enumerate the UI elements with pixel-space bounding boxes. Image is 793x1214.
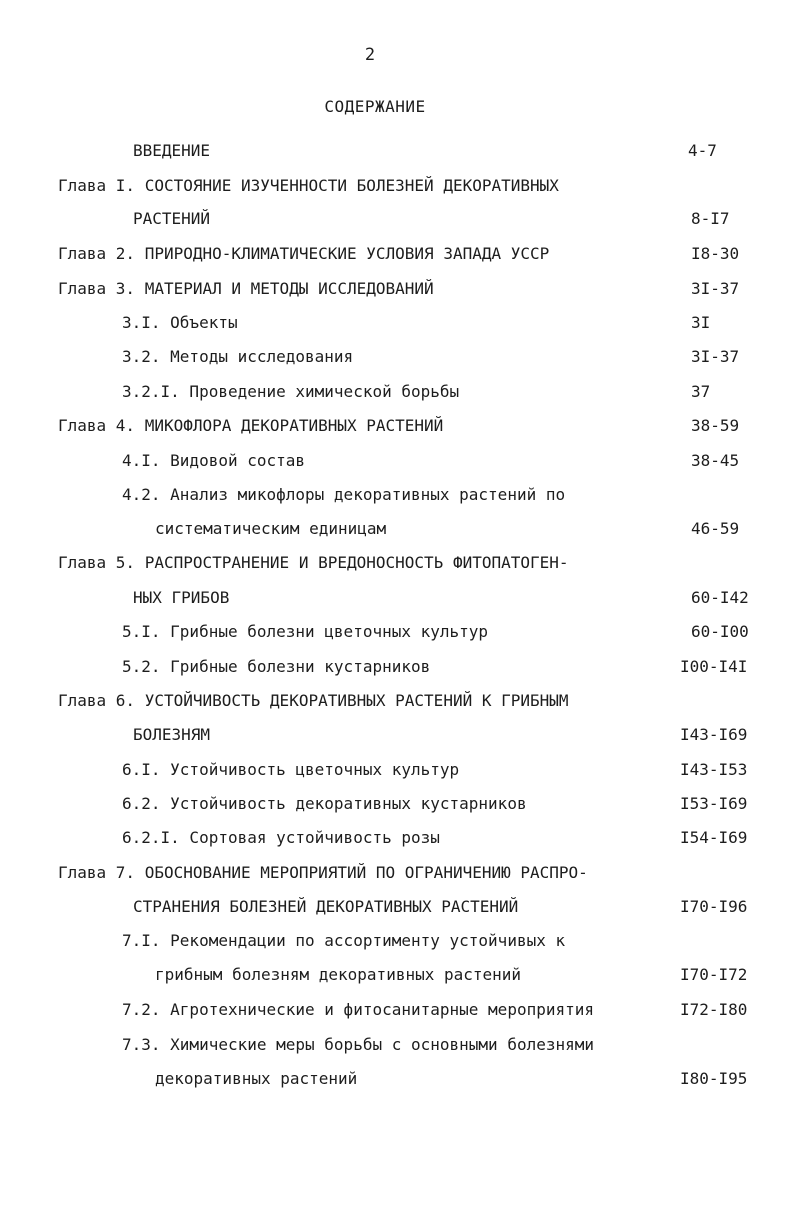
toc-entry-chapter-1	[0, 174, 793, 198]
toc-entry-text: 5.2. Грибные болезни кустарников	[122, 657, 431, 676]
toc-entry-chapter-1-cont	[0, 207, 793, 231]
toc-entry-section-6-2-1	[0, 826, 793, 850]
toc-entry-chapter-5	[0, 551, 793, 575]
toc-entry-text: Глава 5. РАСПРОСТРАНЕНИЕ И ВРЕДОНОСНОСТЬ ФИТОПАТОГЕН-	[58, 553, 569, 572]
toc-entry-chapter-2	[0, 242, 793, 266]
toc-entry-text: 6.2. Устойчивость декоративных кустарников	[122, 794, 527, 813]
toc-entry-section-6-1	[0, 758, 793, 782]
toc-entry-section-7-1	[0, 929, 793, 953]
toc-title: СОДЕРЖАНИЕ	[324, 97, 426, 116]
toc-entry-pages: 4-7	[688, 141, 717, 160]
toc-entry-section-7-1-cont	[0, 963, 793, 987]
toc-entry-pages: I43-I69	[680, 725, 748, 744]
toc-entry-text: Глава 4. МИКОФЛОРА ДЕКОРАТИВНЫХ РАСТЕНИЙ	[58, 416, 444, 435]
page-number: 2	[364, 45, 376, 65]
toc-entry-text: 7.3. Химические меры борьбы с основными болезнями	[122, 1035, 595, 1054]
toc-entry-text: декоративных растений	[155, 1069, 358, 1088]
toc-entry-text: 7.I. Рекомендации по ассортименту устойчивых к	[122, 931, 566, 950]
toc-entry-text: 3.2. Методы исследования	[122, 347, 354, 366]
toc-entry-pages: I80-I95	[680, 1069, 748, 1088]
toc-entry-section-5-2	[0, 655, 793, 679]
toc-entry-chapter-6	[0, 689, 793, 713]
toc-entry-section-4-1	[0, 449, 793, 473]
toc-entry-text: систематическим единицам	[155, 519, 387, 538]
toc-entry-text: БОЛЕЗНЯМ	[133, 725, 211, 744]
toc-entry-section-5-1	[0, 620, 793, 644]
toc-entry-chapter-7-cont	[0, 895, 793, 919]
toc-entry-pages: I72-I80	[680, 1000, 748, 1019]
toc-entry-chapter-7	[0, 861, 793, 885]
toc-entry-text: РАСТЕНИЙ	[133, 209, 211, 228]
toc-entry-pages: 38-59	[691, 416, 740, 435]
toc-entry-introduction	[0, 139, 793, 163]
toc-entry-pages: 3I-37	[691, 279, 740, 298]
toc-entry-text: Глава 2. ПРИРОДНО-КЛИМАТИЧЕСКИЕ УСЛОВИЯ ЗАПАДА УССР	[58, 244, 550, 263]
toc-entry-section-3-1	[0, 311, 793, 335]
toc-entry-section-4-2-cont	[0, 517, 793, 541]
toc-entry-chapter-5-cont	[0, 586, 793, 610]
toc-entry-text: Глава 6. УСТОЙЧИВОСТЬ ДЕКОРАТИВНЫХ РАСТЕНИЙ К ГРИБНЫМ	[58, 691, 569, 710]
toc-entry-pages: 60-I00	[691, 622, 749, 641]
toc-entry-section-4-2	[0, 483, 793, 507]
toc-entry-pages: I70-I96	[680, 897, 748, 916]
toc-entry-section-7-3-cont	[0, 1067, 793, 1091]
toc-entry-pages: 60-I42	[691, 588, 749, 607]
toc-entry-text: ВВЕДЕНИЕ	[133, 141, 211, 160]
toc-entry-pages: I53-I69	[680, 794, 748, 813]
toc-entry-chapter-6-cont	[0, 723, 793, 747]
toc-entry-pages: 3I-37	[691, 347, 740, 366]
toc-entry-pages: I43-I53	[680, 760, 748, 779]
toc-entry-pages: 46-59	[691, 519, 740, 538]
toc-entry-pages: I8-30	[691, 244, 740, 263]
toc-entry-pages: 37	[691, 382, 711, 401]
toc-entry-text: Глава 7. ОБОСНОВАНИЕ МЕРОПРИЯТИЙ ПО ОГРАНИЧЕНИЮ РАСПРО-	[58, 863, 588, 882]
toc-entry-pages: 8-I7	[691, 209, 730, 228]
toc-entry-text: СТРАНЕНИЯ БОЛЕЗНЕЙ ДЕКОРАТИВНЫХ РАСТЕНИЙ	[133, 897, 519, 916]
toc-entry-pages: I00-I4I	[680, 657, 748, 676]
toc-entry-text: 5.I. Грибные болезни цветочных культур	[122, 622, 489, 641]
toc-entry-pages: I54-I69	[680, 828, 748, 847]
toc-entry-chapter-3	[0, 277, 793, 301]
toc-entry-text: НЫХ ГРИБОВ	[133, 588, 230, 607]
toc-entry-text: 6.I. Устойчивость цветочных культур	[122, 760, 460, 779]
toc-entry-section-7-3	[0, 1033, 793, 1057]
toc-entry-chapter-4	[0, 414, 793, 438]
toc-entry-text: грибным болезням декоративных растений	[155, 965, 522, 984]
toc-entry-text: Глава 3. МАТЕРИАЛ И МЕТОДЫ ИССЛЕДОВАНИЙ	[58, 279, 434, 298]
toc-entry-text: 6.2.I. Сортовая устойчивость розы	[122, 828, 440, 847]
toc-entry-text: 3.2.I. Проведение химической борьбы	[122, 382, 460, 401]
toc-entry-text: 4.2. Анализ микофлоры декоративных растений по	[122, 485, 566, 504]
toc-entry-text: 7.2. Агротехнические и фитосанитарные мероприятия	[122, 1000, 595, 1019]
toc-entry-section-3-2	[0, 345, 793, 369]
toc-entry-pages: 3I	[691, 313, 711, 332]
toc-entry-section-7-2	[0, 998, 793, 1022]
toc-entry-section-3-2-1	[0, 380, 793, 404]
toc-entry-section-6-2	[0, 792, 793, 816]
toc-entry-pages: I70-I72	[680, 965, 748, 984]
toc-entry-pages: 38-45	[691, 451, 740, 470]
toc-entry-text: Глава I. СОСТОЯНИЕ ИЗУЧЕННОСТИ БОЛЕЗНЕЙ ДЕКОРАТИВНЫХ	[58, 176, 559, 195]
toc-entry-text: 3.I. Объекты	[122, 313, 238, 332]
toc-entry-text: 4.I. Видовой состав	[122, 451, 306, 470]
